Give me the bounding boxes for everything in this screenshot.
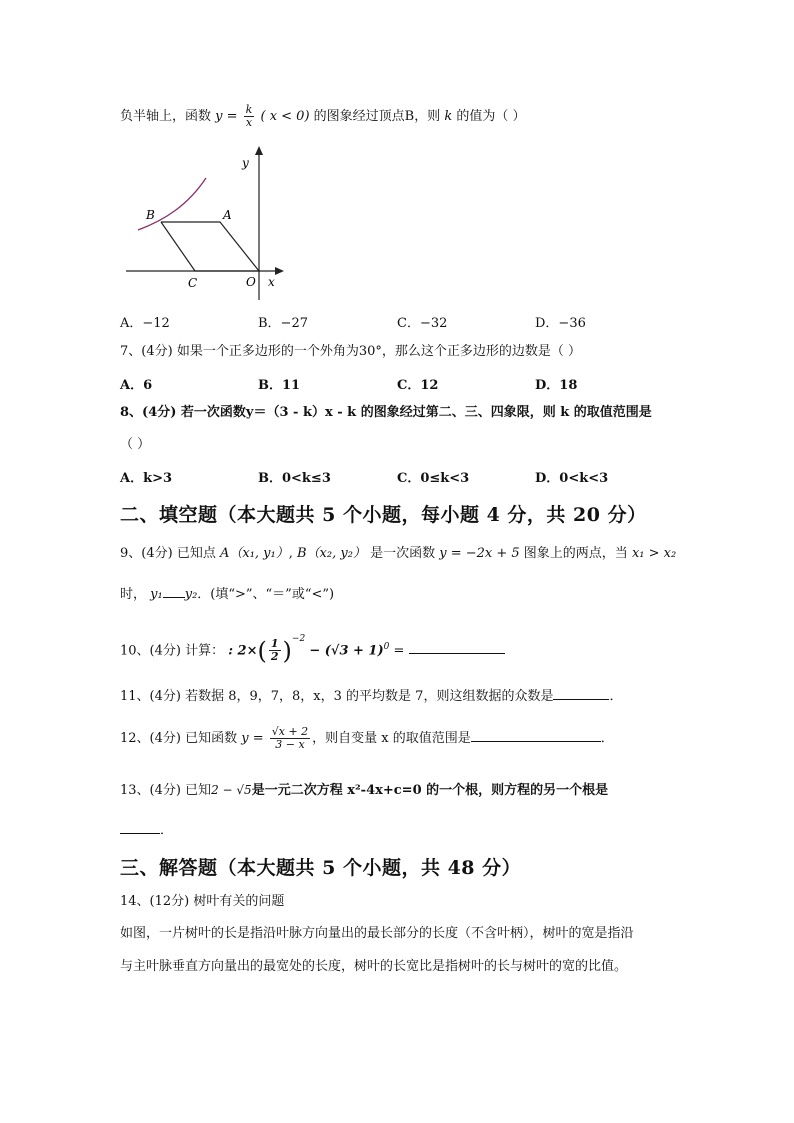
- q6-k-var: k: [444, 109, 453, 124]
- q6-stem-end: 的值为（ ）: [456, 109, 526, 124]
- q9-function: y = −2x + 5: [439, 546, 520, 561]
- y-axis-arrow: [255, 146, 263, 155]
- q10-expr-a: : 2×: [228, 643, 258, 659]
- q6-func-num: k: [245, 103, 253, 116]
- q10-exponent-1: −2: [291, 634, 306, 644]
- q6-option-c[interactable]: C．−32: [397, 316, 448, 331]
- q12-fraction: [270, 726, 310, 751]
- q9-point-b: B（x₂, y₂）: [297, 546, 366, 561]
- q8-option-a[interactable]: A．k>3: [120, 471, 173, 486]
- y-axis-label: y: [242, 156, 249, 170]
- q10-equals: =: [393, 643, 405, 659]
- q12-end: ．: [600, 731, 614, 746]
- q6-func-cond: ( x < 0): [260, 109, 310, 124]
- q13-expression: 2 − √5: [211, 783, 252, 797]
- q13-suffix: 是一元二次方程 x²-4x+c=0 的一个根，则方程的另一个根是: [251, 783, 609, 798]
- q6-stem-suffix: 的图象经过顶点B，则: [313, 109, 441, 124]
- point-a-label: A: [223, 208, 232, 222]
- q12-stem: [120, 726, 614, 751]
- q9-condition: x₁ > x₂: [631, 546, 677, 561]
- q10-frac-num: 1: [270, 637, 279, 651]
- q9-answer-blank[interactable]: [163, 597, 185, 598]
- q6-func-den: x: [245, 116, 253, 129]
- q9-point-a: A（x₁, y₁）: [219, 546, 289, 561]
- q9-suffix: 图象上的两点，当: [523, 546, 628, 561]
- q8-option-c[interactable]: C．0≤k<3: [397, 471, 470, 486]
- origin-label: O: [246, 275, 256, 289]
- q10-frac-den: 2: [270, 650, 279, 664]
- q9-line2-prefix: 时，: [120, 587, 147, 602]
- q10-fraction: [269, 638, 281, 663]
- q10-expr-b: − (√3 + 1): [309, 643, 384, 659]
- q11-answer-blank[interactable]: [553, 699, 609, 700]
- q13-prefix: 13、(4分) 已知: [120, 783, 212, 798]
- q7-option-d[interactable]: D．18: [535, 378, 578, 393]
- q9-line2-suffix: ．(填“>”、“＝”或“<”): [197, 587, 335, 602]
- q14-title: 14、(12分) 树叶有关的问题: [120, 894, 285, 909]
- q8-stem-line2: （ ）: [120, 437, 151, 452]
- q10-answer-blank[interactable]: [409, 653, 505, 654]
- q6-option-a[interactable]: A．−12: [120, 316, 170, 331]
- q12-lhs: y =: [241, 731, 264, 746]
- q9-middle: 是一次函数: [370, 546, 436, 561]
- q11-text: 11、(4分) 若数据 8，9，7，8，x，3 的平均数是 7，则这组数据的众数是: [120, 689, 554, 704]
- q7-option-c[interactable]: C．12: [397, 378, 439, 393]
- q9-y1: y₁: [150, 587, 163, 602]
- q12-suffix: ，则自变量 x 的取值范围是: [312, 731, 471, 746]
- q12-prefix: 12、(4分) 已知函数: [120, 731, 238, 746]
- x-axis-label: x: [268, 275, 275, 289]
- q13-stem: [120, 781, 608, 800]
- q6-func-fraction: [244, 104, 255, 129]
- q12-num: √x + 2: [271, 725, 309, 738]
- q14-paragraph-line2: 与主叶脉垂直方向量出的最宽处的长度，树叶的长宽比是指树叶的长与树叶的宽的比值。: [120, 959, 628, 974]
- q6-stem-prefix: 负半轴上，函数: [120, 109, 212, 124]
- q11-stem: [120, 688, 622, 706]
- q6-stem: [120, 104, 526, 129]
- parallelogram: [161, 222, 259, 271]
- q8-option-b[interactable]: B．0<k≤3: [258, 471, 331, 486]
- q10-right-paren: ): [282, 636, 292, 665]
- q9-y2: y₂: [184, 587, 198, 602]
- x-axis-arrow: [275, 267, 284, 275]
- q13-answer-blank[interactable]: [120, 833, 160, 834]
- q8-option-d[interactable]: D．0<k<3: [535, 471, 609, 486]
- q7-option-b[interactable]: B．11: [258, 378, 301, 393]
- q14-paragraph-line1: 如图，一片树叶的长是指沿叶脉方向量出的最长部分的长度（不含叶柄），树叶的宽是指沿: [120, 926, 634, 941]
- q7-stem: 7、(4分) 如果一个正多边形的一个外角为30°，那么这个正多边形的边数是（ ）: [120, 344, 581, 359]
- q10-left-paren: (: [257, 636, 267, 665]
- q10-prefix: 10、(4分) 计算：: [120, 643, 225, 659]
- q8-stem: 8、(4分) 若一次函数y＝（3 - k）x - k 的图象经过第二、三、四象限，则 k 的取值范围是: [120, 405, 652, 420]
- q11-end: ．: [609, 689, 623, 704]
- q12-answer-blank[interactable]: [471, 741, 601, 742]
- q10-stem: [120, 634, 505, 665]
- q13-answer-line: [120, 822, 173, 840]
- q10-exponent-2: 0: [383, 642, 390, 652]
- section-heading-answer: 三、解答题（本大题共 5 个小题，共 48 分）: [120, 857, 522, 879]
- q6-func-lhs: y =: [215, 109, 238, 124]
- q6-figure: [120, 140, 290, 302]
- point-c-label: C: [188, 276, 198, 290]
- section-heading-fill-in: 二、填空题（本大题共 5 个小题，每小题 4 分，共 20 分）: [120, 504, 647, 526]
- q9-prefix: 9、(4分) 已知点: [120, 546, 216, 561]
- q9-stem-line2: [120, 586, 334, 604]
- q6-option-d[interactable]: D．−36: [535, 316, 586, 331]
- q9-stem: 9、(4分) 已知点 A（x₁, y₁）, B（x₂, y₂） 是一次函数 y = −2x + 5 图象上的两点，当 x₁ > x₂: [120, 546, 677, 561]
- point-b-label: B: [146, 208, 155, 222]
- q13-end: ．: [160, 823, 174, 838]
- q7-option-a[interactable]: A．6: [120, 378, 153, 393]
- q6-option-b[interactable]: B．−27: [258, 316, 308, 331]
- q12-den: 3 − x: [275, 738, 305, 751]
